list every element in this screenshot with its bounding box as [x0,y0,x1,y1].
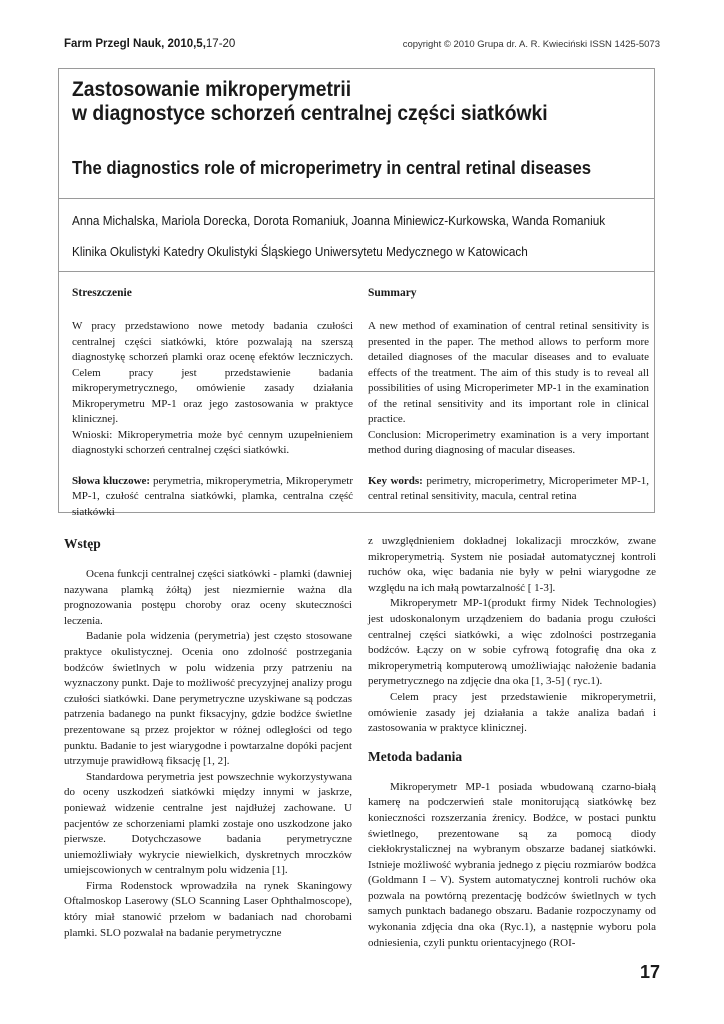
keywords-english-text: perimetry, microperimetry, Microperimeter MP-1, central retinal sensitivity, macula, central retina [368,474,649,502]
body-left-column [64,536,352,941]
intro-paragraph-3: Standardowa perymetria jest powszechnie wykorzystywana do oceny uszkodzeń siatkówki między innymi w jaskrze, ponieważ widzenie centralne jest najdłużej zachowane. U pacjentów ze schorzeniami plamki zostaje ono uszkodzone jako pierwsze. Dotychczasowe badania perymetryczne uniemożliwiały wykrycie niewielkich, dyskretnych mroczków umiejscowionych w centralnym polu widzenia [1]. [64,770,352,877]
abstract-english-heading: Summary [368,287,417,299]
keywords-polish-text: perymetria, mikroperymetria, Mikroperymetr MP-1, czułość centralna siatkówki, plamka, centralna część siatkówki [72,474,353,518]
section-heading-method: Metoda badania [368,748,463,764]
journal-citation [64,38,235,50]
keywords-english-label: Key words: [368,474,423,487]
authors-box [58,198,655,271]
journal-name: Farm Przegl Nauk, 2010,5, [64,38,206,50]
copyright-line: copyright © 2010 Grupa dr. A. R. Kwieciński ISSN 1425-5073 [402,39,660,50]
abstract-polish-heading: Streszczenie [72,287,132,299]
intro-paragraph-2: Badanie pola widzenia (perymetria) jest często stosowane praktyce okulistycznej. Ocenia ono zdolność postrzegania bodźców świetlnych w polu widzenia przy patrzeniu na wyznaczony punkt. Daje to możliwość precyzyjnej analizy progu czułości siatkówki. Dane perymetryczne uzyskiwane są podczas patrzenia badanego na punkt fiksacyjny, gdzie bodźce świetlne prezentowane są przez projektor w różnej odległości od tego punktu. Badanie to jest wiarygodne i powtarzalne dopóki pacjent utrzymuje prawidłową fiksację [1, 2]. [64,630,352,768]
abstract-polish [72,287,353,520]
method-paragraph: Mikroperymetr MP-1 posiada wbudowaną czarno-białą kamerę na podczerwień stale monitorującą siatkówkę bez konieczności rozszerzania źrenicy. Bodźce, w postaci punktu świetlnego, prezentowane są za pomocą diody ciekłokrystalicznej na wybranym obszarze badanej siatkówki. Istnieje możliwość wybrania jednego z pięciu rozmiarów bodźca (Goldmann I – V). System automatycznej kontroli ruchów oka pozwala na powtórną prezentację bodźców świetlnych w tych samych punktach badanego obszaru. Badanie rozpoczynamy od wykonania zdjęcia dna oka (Ryc.1), a następnie wyboru pola odniesienia, czyli punktu orientacyjnego (ROI- [368,780,656,949]
title-english: The diagnostics role of microperimetry in central retinal diseases [72,158,592,178]
title-polish-line-2: w diagnostyce schorzeń centralnej części siatkówki [72,102,548,125]
aim-paragraph: Celem pracy jest przedstawienie mikroperymetrii, omówienie zasady jej działania a także analiza badań i zastosowania w praktyce klinicznej. [368,690,656,735]
authors: Anna Michalska, Mariola Dorecka, Dorota Romaniuk, Joanna Miniewicz-Kurkowska, Wanda Romaniuk [72,214,606,228]
body-right-column [368,534,656,951]
abstract-english [368,287,649,505]
keywords-polish-label: Słowa kluczowe: [72,474,151,487]
title-polish [72,78,587,126]
page-number: 17 [639,962,660,982]
intro-continued-paragraph: z uwzględnieniem dokładnej lokalizacji mroczków, zwane mikroperymetrią. System nie posiadał automatycznej kontroli ruchów oka, więc badania nie były w pełni wiarygodne ze względu na ich małą powtarzalność [ 1-3]. [368,535,656,594]
section-heading-intro: Wstęp [64,536,101,551]
mp1-paragraph: Mikroperymetr MP-1(produkt firmy Nidek Technologies) jest udoskonalonym urządzeniem do badania progu czułości centralnej części siatkówki, a więc zdolności postrzegania bodźców. Łączy on w sobie cyfrową fotografię dna oka z mikroperymetrią komputerową umożliwiając nałożenie badania perymetrycznego na zdjęcie dna oka [1, 3-5] ( ryc.1). [368,597,656,688]
page-range: 17-20 [205,38,236,50]
abstract-polish-text: W pracy przedstawiono nowe metody badania czułości centralnej części siatkówki, które pozwalają na szerszą diagnostykę schorzeń plamki oraz ocenę efektów leczniczych. Celem pracy jest przedstawienie badania mikroperymetrycznego, omówienie zasady działania Mikroperymetru MP-1 oraz jego zastosowania w praktyce klinicznej. [72,320,353,425]
keywords-polish [72,474,353,521]
abstract-english-text: A new method of examination of central retinal sensitivity is presented in the paper. The method allows to perform more detailed diagnoses of the macular diseases and to evaluate effects of the treatment. The aim of this study is to reveal all possibilities of using Microperimeter MP-1 in the examination of the retinal sensitivity and its important role in clinical practice. [368,320,649,425]
abstract-english-conclusion: Conclusion: Microperimetry examination is a very important method during diagnosing of macular diseases. [368,428,649,456]
intro-paragraph-4: Firma Rodenstock wprowadziła na rynek Skaningowy Oftalmoskop Laserowy (SLO Scanning Laser Ophthalmoscope), który miał stanowić przełom w badaniach nad chorobami plamki. SLO pozwalał na badanie perymetryczne [64,879,352,939]
intro-paragraph-1: Ocena funkcji centralnej części siatkówki - plamki (dawniej nazywana plamką żółtą) jest niezmiernie ważna dla prognozowania postępu choroby oraz oceny skuteczności leczenia. [64,568,352,627]
title-polish-line-1: Zastosowanie mikroperymetrii [72,78,352,101]
keywords-english [368,474,649,505]
affiliation: Klinika Okulistyki Katedry Okulistyki Śląskiego Uniwersytetu Medycznego w Katowicach [72,245,528,259]
abstract-polish-conclusion: Wnioski: Mikroperymetria może być cennym uzupełnieniem diagnostyki schorzeń centralnej części siatkówki. [72,428,353,456]
